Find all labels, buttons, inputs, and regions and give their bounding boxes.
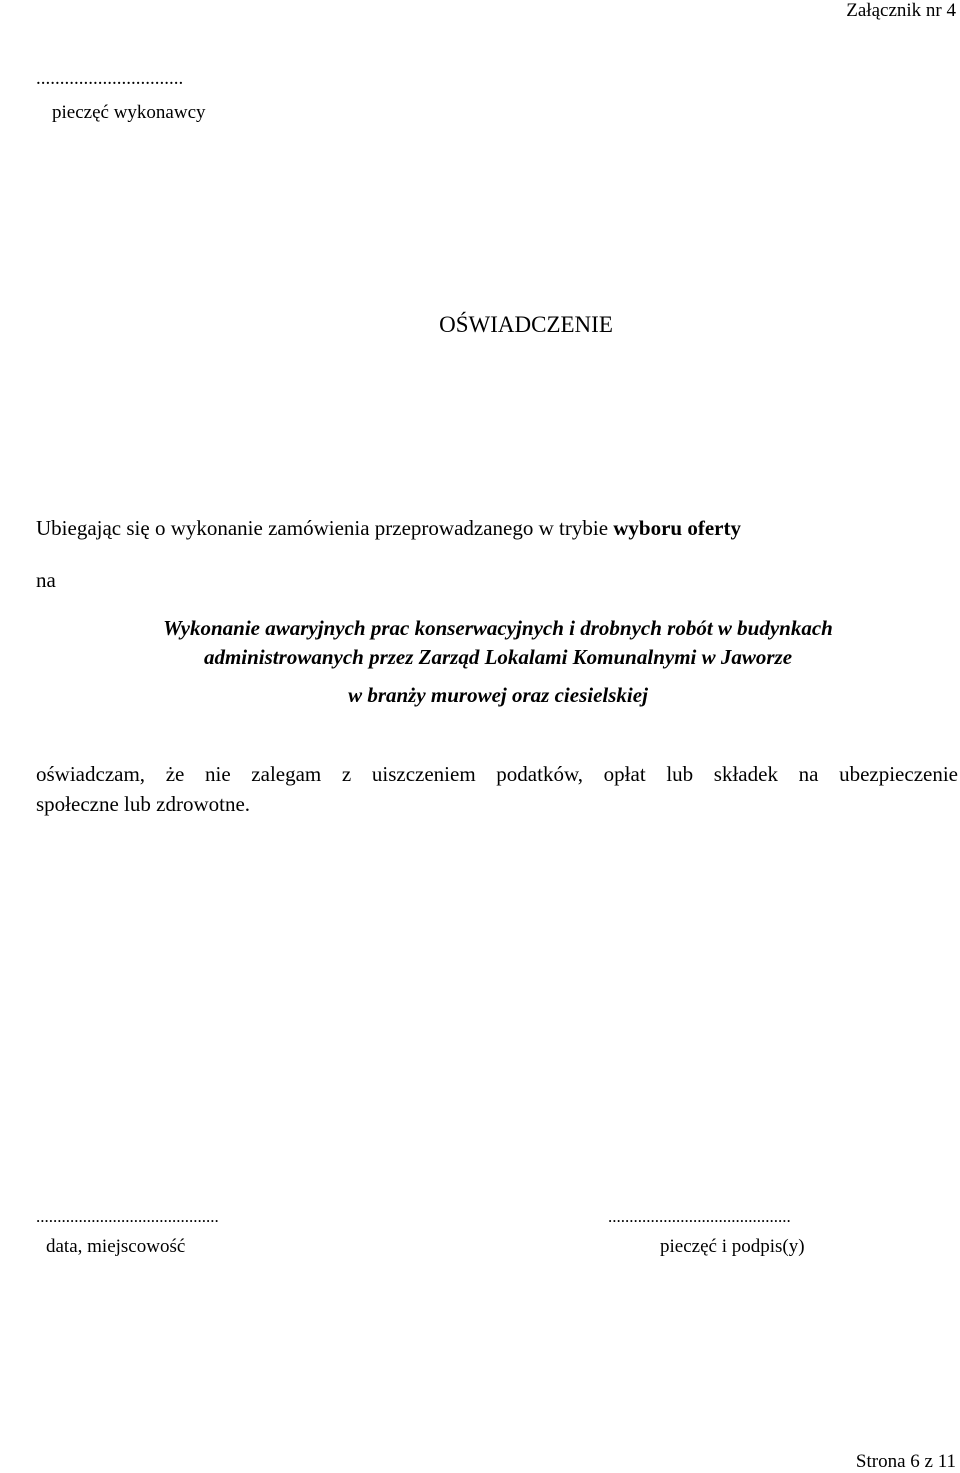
subject-line-2: administrowanych przez Zarząd Lokalami Komunalnymi w Jaworze (203, 645, 793, 669)
stamp-dotted-line: ............................... (36, 68, 184, 89)
signature-dotted-line: ........................................... (608, 1207, 791, 1226)
date-place-label: data, miejscowość (46, 1236, 186, 1257)
declaration-paragraph (36, 759, 958, 819)
page-number: Strona 6 z 11 (855, 1451, 956, 1472)
intro-sentence (36, 516, 741, 541)
subject-line-3: w branży murowej oraz ciesielskiej (348, 683, 648, 707)
na-word: na (36, 568, 56, 592)
subject-line-1: Wykonanie awaryjnych prac konserwacyjnych i drobnych robót w budynkach (163, 616, 833, 640)
procurement-mode: wyboru oferty (613, 516, 741, 540)
date-place-dotted-line: ........................................... (36, 1207, 219, 1226)
declaration-line-2: społeczne lub zdrowotne. (36, 792, 251, 816)
declaration-line-1: oświadczam, że nie zalegam z uiszczeniem podatków, opłat lub składek na ubezpieczenie (36, 762, 958, 786)
attachment-number: Załącznik nr 4 (846, 0, 956, 21)
stamp-label: pieczęć wykonawcy (52, 102, 206, 123)
document-title: OŚWIADCZENIE (439, 312, 613, 337)
signature-label: pieczęć i podpis(y) (660, 1236, 805, 1257)
intro-text: Ubiegając się o wykonanie zamówienia przeprowadzanego w trybie (36, 516, 614, 540)
